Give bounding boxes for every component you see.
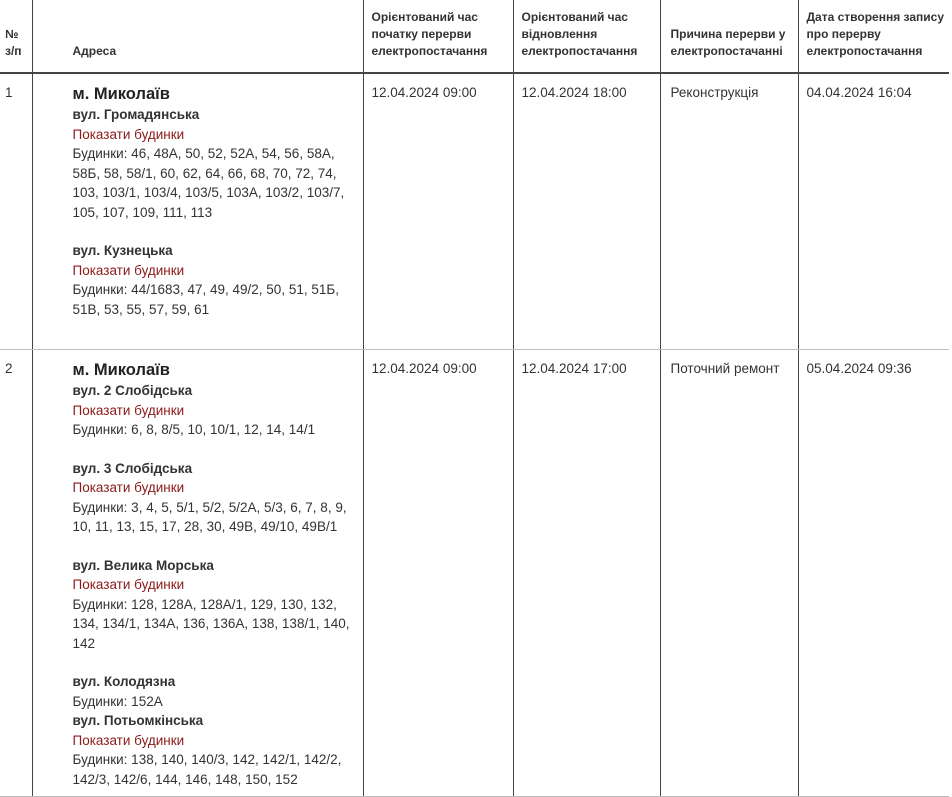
street-block (73, 711, 351, 789)
table-row (0, 73, 949, 350)
row-number: 1 (0, 73, 32, 350)
street-block (73, 556, 351, 654)
created-date: 04.04.2024 16:04 (798, 73, 949, 350)
header-start-time: Орієнтований час початку перерви електропостачання (363, 0, 513, 73)
buildings-list: Будинки: 138, 140, 140/3, 142, 142/1, 142/2, 142/3, 142/6, 144, 146, 148, 150, 152 (72, 752, 342, 787)
outage-reason: Реконструкція (660, 73, 798, 350)
street-name: вул. Колодязна (72, 674, 176, 689)
show-buildings-link[interactable]: Показати будинки (72, 480, 185, 495)
buildings-list: Будинки: 128, 128А, 128А/1, 129, 130, 132, 134, 134/1, 134А, 136, 136А, 138, 138/1, 140, 142 (72, 596, 350, 651)
street-name: вул. 3 Слобідська (72, 460, 193, 476)
buildings-list: Будинки: 3, 4, 5, 5/1, 5/2, 5/2А, 5/3, 6, 7, 8, 9, 10, 11, 13, 15, 17, 28, 30, 49В, 49/10, 49В/1 (72, 499, 347, 534)
header-number: № з/п (0, 0, 32, 73)
street-block (73, 672, 351, 711)
buildings-list: Будинки: 152А (72, 693, 163, 709)
city-name: м. Миколаїв (72, 361, 170, 379)
start-time: 12.04.2024 09:00 (363, 73, 513, 350)
street-block (73, 105, 351, 222)
street-name: вул. Кузнецька (72, 243, 173, 258)
street-name: вул. 2 Слобідська (72, 383, 193, 398)
table-row (0, 350, 949, 797)
restore-time: 12.04.2024 18:00 (513, 73, 660, 350)
street-name: вул. Громадянська (72, 107, 200, 122)
created-date: 05.04.2024 09:36 (798, 350, 949, 797)
buildings-list: Будинки: 44/1683, 47, 49, 49/2, 50, 51, 51Б, 51В, 53, 55, 57, 59, 61 (72, 282, 339, 317)
header-reason: Причина перерви у електропостачанні (660, 0, 798, 73)
show-buildings-link[interactable]: Показати будинки (72, 732, 185, 748)
show-buildings-link[interactable]: Показати будинки (72, 577, 185, 592)
street-block (73, 241, 351, 319)
show-buildings-link[interactable]: Показати будинки (72, 402, 185, 418)
table-header-row (0, 0, 949, 73)
street-block (73, 459, 351, 537)
restore-time: 12.04.2024 17:00 (513, 350, 660, 797)
row-number: 2 (0, 350, 32, 797)
header-restore-time: Орієнтований час відновлення електропостачання (513, 0, 660, 73)
show-buildings-link[interactable]: Показати будинки (72, 126, 185, 142)
city-name: м. Миколаїв (72, 85, 170, 103)
header-created-date: Дата створення запису про перерву електропостачання (798, 0, 949, 73)
street-name: вул. Велика Морська (72, 557, 214, 573)
buildings-list: Будинки: 46, 48А, 50, 52, 52А, 54, 56, 58А, 58Б, 58, 58/1, 60, 62, 64, 66, 68, 70, 72, 74, 103, 103/1, 103/4, 103/5, 103А, 103/2, 103/7, 105, 107, 109, 111, 113 (72, 146, 345, 220)
address-cell (32, 73, 363, 350)
street-name: вул. Потьомкінська (72, 713, 204, 728)
outage-reason: Поточний ремонт (660, 350, 798, 797)
street-block (73, 381, 351, 440)
header-address: Адреса (32, 0, 363, 73)
show-buildings-link[interactable]: Показати будинки (72, 262, 185, 278)
start-time: 12.04.2024 09:00 (363, 350, 513, 797)
address-cell (32, 350, 363, 797)
buildings-list: Будинки: 6, 8, 8/5, 10, 10/1, 12, 14, 14/1 (72, 422, 316, 437)
